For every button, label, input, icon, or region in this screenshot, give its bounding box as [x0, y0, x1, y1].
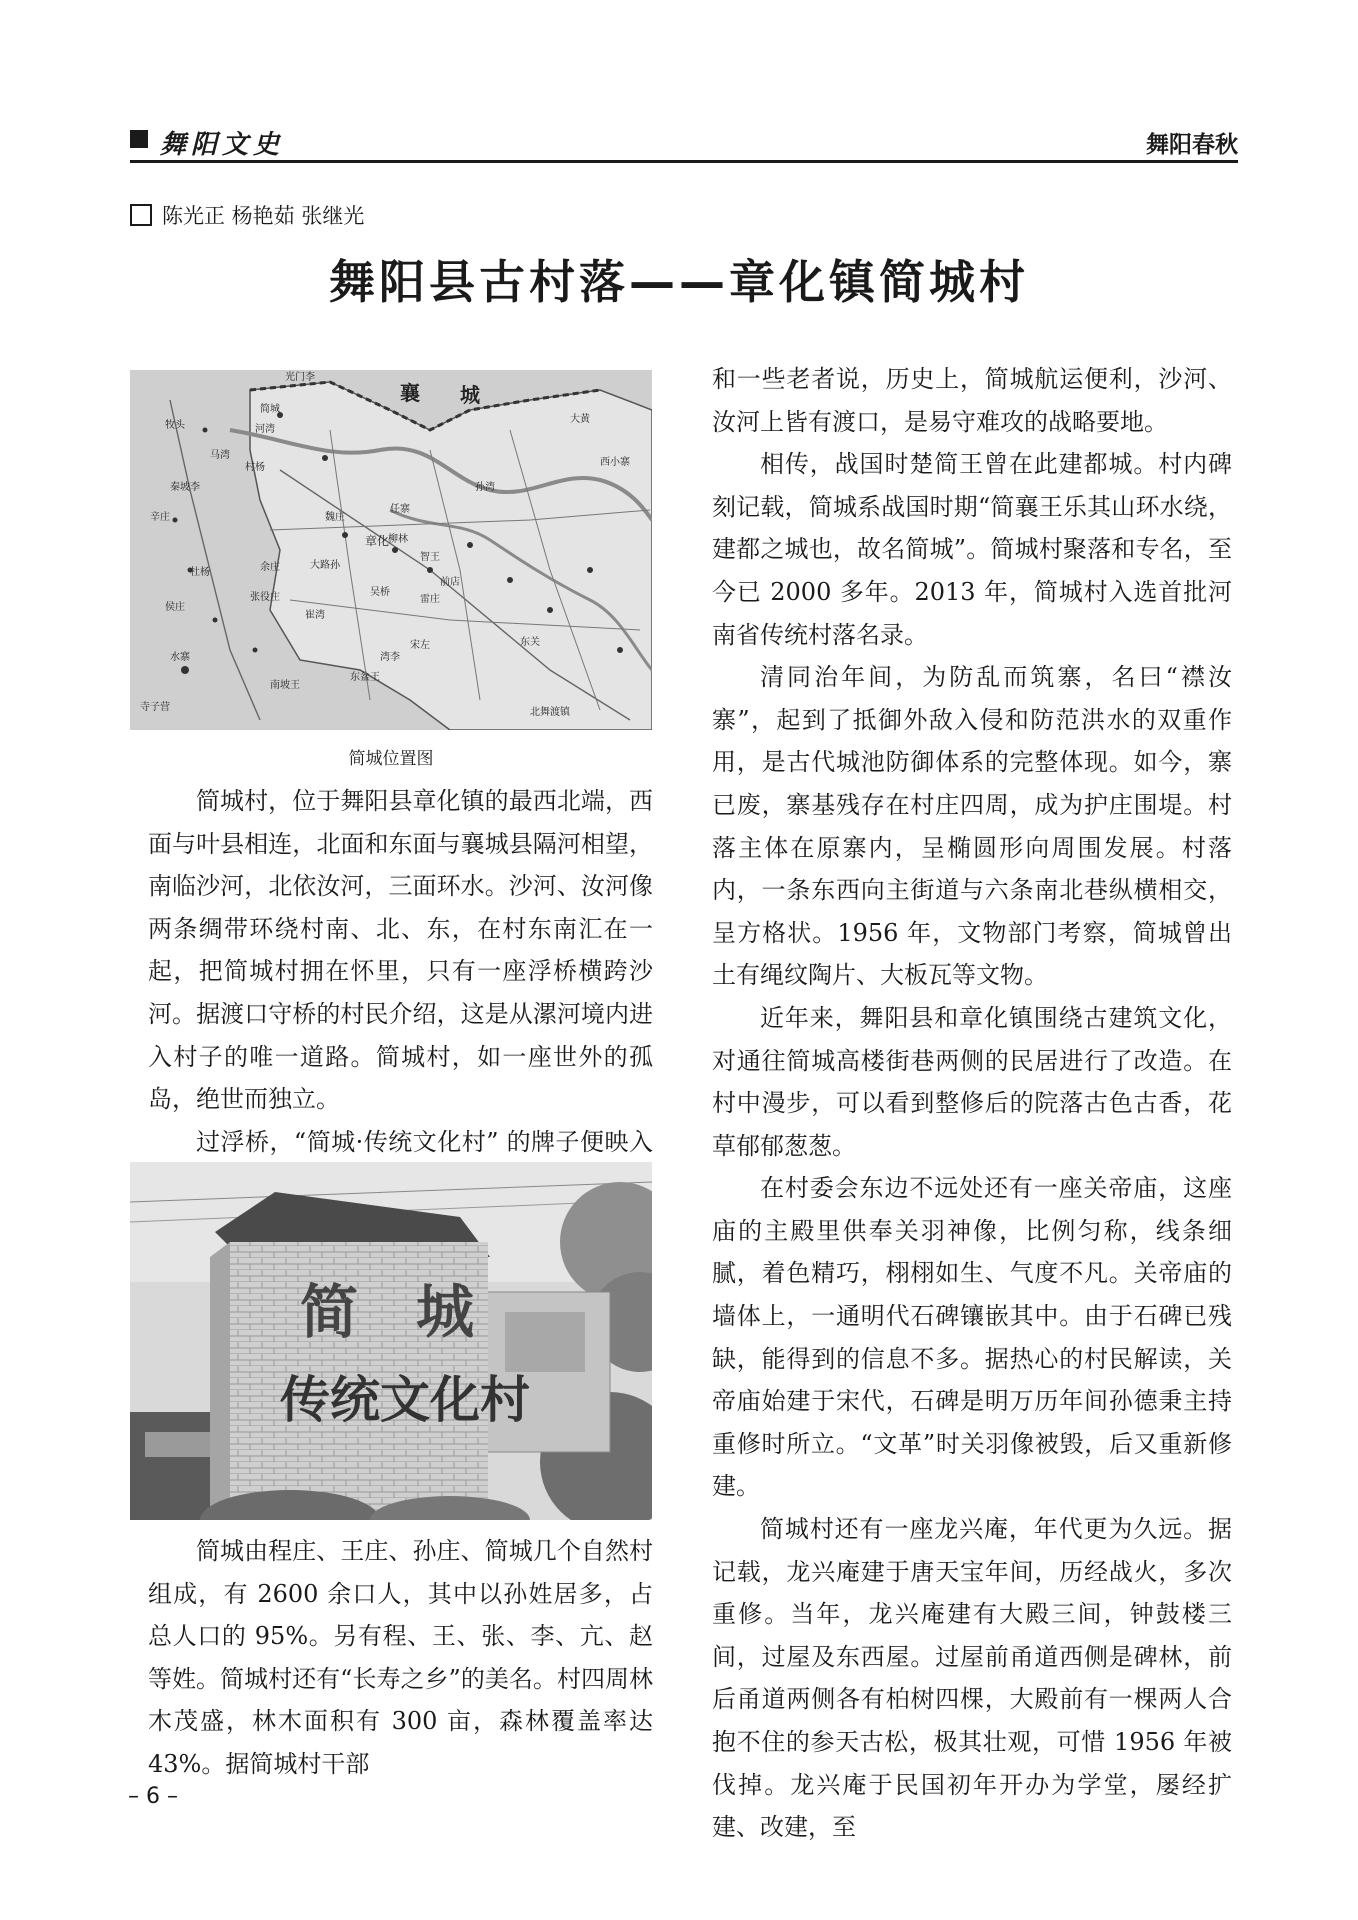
- map-label: 智王: [420, 552, 440, 563]
- journal-name: 舞阳文史: [160, 130, 285, 160]
- header-rule: [130, 160, 1238, 163]
- sign-text-line1: 简 城: [300, 1278, 475, 1346]
- paragraph: 过浮桥，“简城·传统文化村” 的牌子便映入: [196, 1127, 653, 1156]
- paragraph: 相传，战国时楚简王曾在此建都城。村内碑刻记载，简城系战国时期“简襄王乐其山环水绕，建都之城也，故名简城”。简城村聚落和专名，至今已 2000 多年。2013 年，简城村入选首批河南省传统村落名录。: [712, 450, 1232, 649]
- map-label: 任寨: [390, 504, 410, 515]
- left-column-continued: [148, 1530, 653, 1786]
- map-graphic: [130, 370, 652, 730]
- location-map: [130, 370, 652, 730]
- map-label: 崔湾: [305, 610, 325, 621]
- map-label: 侯庄: [165, 602, 185, 613]
- map-caption: 简城位置图: [348, 749, 434, 769]
- map-label: 杜杨: [190, 567, 210, 578]
- paragraph: 清同治年间，为防乱而筑寨，名曰“襟汝寨”，起到了抵御外敌入侵和防范洪水的双重作用，是古代城池防御体系的完整体现。如今，寨已废，寨基残存在村庄四周，成为护庄围堤。村落主体在原寨内，呈椭圆形向周围发展。村落内，一条东西向主街道与六条南北巷纵横相交，呈方格状。1956 年，文物部门考察，简城曾出土有绳纹陶片、大板瓦等文物。: [712, 663, 1232, 990]
- map-label: 简城: [260, 404, 280, 415]
- map-label: 马湾: [210, 450, 230, 461]
- paragraph: 简城由程庄、王庄、孙庄、简城几个自然村组成，有 2600 余口人，其中以孙姓居多，占总人口的 95%。另有程、王、张、李、亢、赵等姓。简城村还有“长寿之乡”的美名。村四周林木茂盛，林木面积有 300 亩，森林覆盖率达 43%。据简城村干部: [148, 1537, 653, 1778]
- map-label: 西小寨: [600, 457, 630, 468]
- map-label: 寺子营: [140, 702, 170, 713]
- map-label: 孙湾: [475, 482, 495, 493]
- page-number: – 6 –: [128, 1784, 178, 1809]
- author-box-icon: [130, 204, 152, 226]
- map-label: 宋左: [410, 640, 430, 651]
- right-column: [712, 358, 1232, 1849]
- map-label: 雷庄: [420, 594, 440, 605]
- photo-graphic: [130, 1162, 652, 1520]
- article-title: 舞阳县古村落——章化镇简城村: [329, 255, 1029, 309]
- map-label: 牧头: [165, 420, 185, 431]
- section-name: 舞阳春秋: [1146, 132, 1238, 158]
- map-label: 柳林: [388, 534, 408, 545]
- map-label: 大路孙: [310, 560, 340, 571]
- village-sign-photo: [130, 1162, 652, 1520]
- map-label: 辛庄: [150, 512, 170, 523]
- map-label: 北舞渡镇: [530, 707, 570, 718]
- map-label: 城: [460, 383, 480, 407]
- map-label: 东盆王: [350, 672, 380, 683]
- map-label: 前店: [440, 577, 460, 588]
- map-label: 东关: [520, 637, 540, 648]
- map-label: 襄: [400, 381, 420, 405]
- map-label: 魏庄: [325, 512, 345, 523]
- map-label: 余庄: [260, 562, 280, 573]
- map-label: 秦坡李: [170, 482, 200, 493]
- running-header: [130, 126, 1238, 166]
- map-label: 大黄: [570, 414, 590, 425]
- map-label: 湾李: [380, 652, 400, 663]
- author-line: [130, 200, 364, 228]
- map-label: 吴桥: [370, 587, 390, 598]
- authors: 陈光正 杨艳茹 张继光: [162, 204, 365, 228]
- paragraph-continued: 和一些老者说，历史上，简城航运便利，沙河、汝河上皆有渡口，是易守难攻的战略要地。: [712, 365, 1232, 436]
- sign-text-line2: 传统文化村: [280, 1371, 530, 1429]
- map-label: 光门李: [285, 372, 315, 383]
- paragraph: 近年来，舞阳县和章化镇围绕古建筑文化，对通往简城高楼街巷两侧的民居进行了改造。在村中漫步，可以看到整修后的院落古色古香，花草郁郁葱葱。: [712, 1003, 1232, 1160]
- paragraph: 简城村还有一座龙兴庵，年代更为久远。据记载，龙兴庵建于唐天宝年间，历经战火，多次重修。当年，龙兴庵建有大殿三间，钟鼓楼三间，过屋及东西屋。过屋前甬道西侧是碑林，前后甬道两侧各有柏树四棵，大殿前有一棵两人合抱不住的参天古松，极其壮观，可惜 1956 年被伐掉。龙兴庵于民国初年开办为学堂，屡经扩建、改建，至: [712, 1515, 1232, 1842]
- map-label: 水寨: [170, 652, 190, 663]
- header-square-icon: [130, 130, 148, 148]
- map-label: 张役庄: [250, 592, 280, 603]
- paragraph: 在村委会东边不远处还有一座关帝庙，这座庙的主殿里供奉关羽神像，比例匀称，线条细腻，着色精巧，栩栩如生、气度不凡。关帝庙的墙体上，一通明代石碑镶嵌其中。由于石碑已残缺，能得到的信息不多。据热心的村民解读，关帝庙始建于宋代，石碑是明万历年间孙德秉主持重修时所立。“文革”时关羽像被毁，后又重新修建。: [712, 1174, 1232, 1501]
- paragraph: 简城村，位于舞阳县章化镇的最西北端，西面与叶县相连，北面和东面与襄城县隔河相望，南临沙河，北依汝河，三面环水。沙河、汝河像两条绸带环绕村南、北、东，在村东南汇在一起，把简城村拥在怀里，只有一座浮桥横跨沙河。据渡口守桥的村民介绍，这是从漯河境内进入村子的唯一道路。简城村，如一座世外的孤岛，绝世而独立。: [148, 787, 653, 1114]
- map-label: 村杨: [245, 462, 265, 473]
- left-column: [148, 780, 653, 1206]
- map-label: 南坡王: [270, 680, 300, 691]
- map-label: 河湾: [255, 424, 275, 435]
- map-label: 章化: [365, 534, 390, 548]
